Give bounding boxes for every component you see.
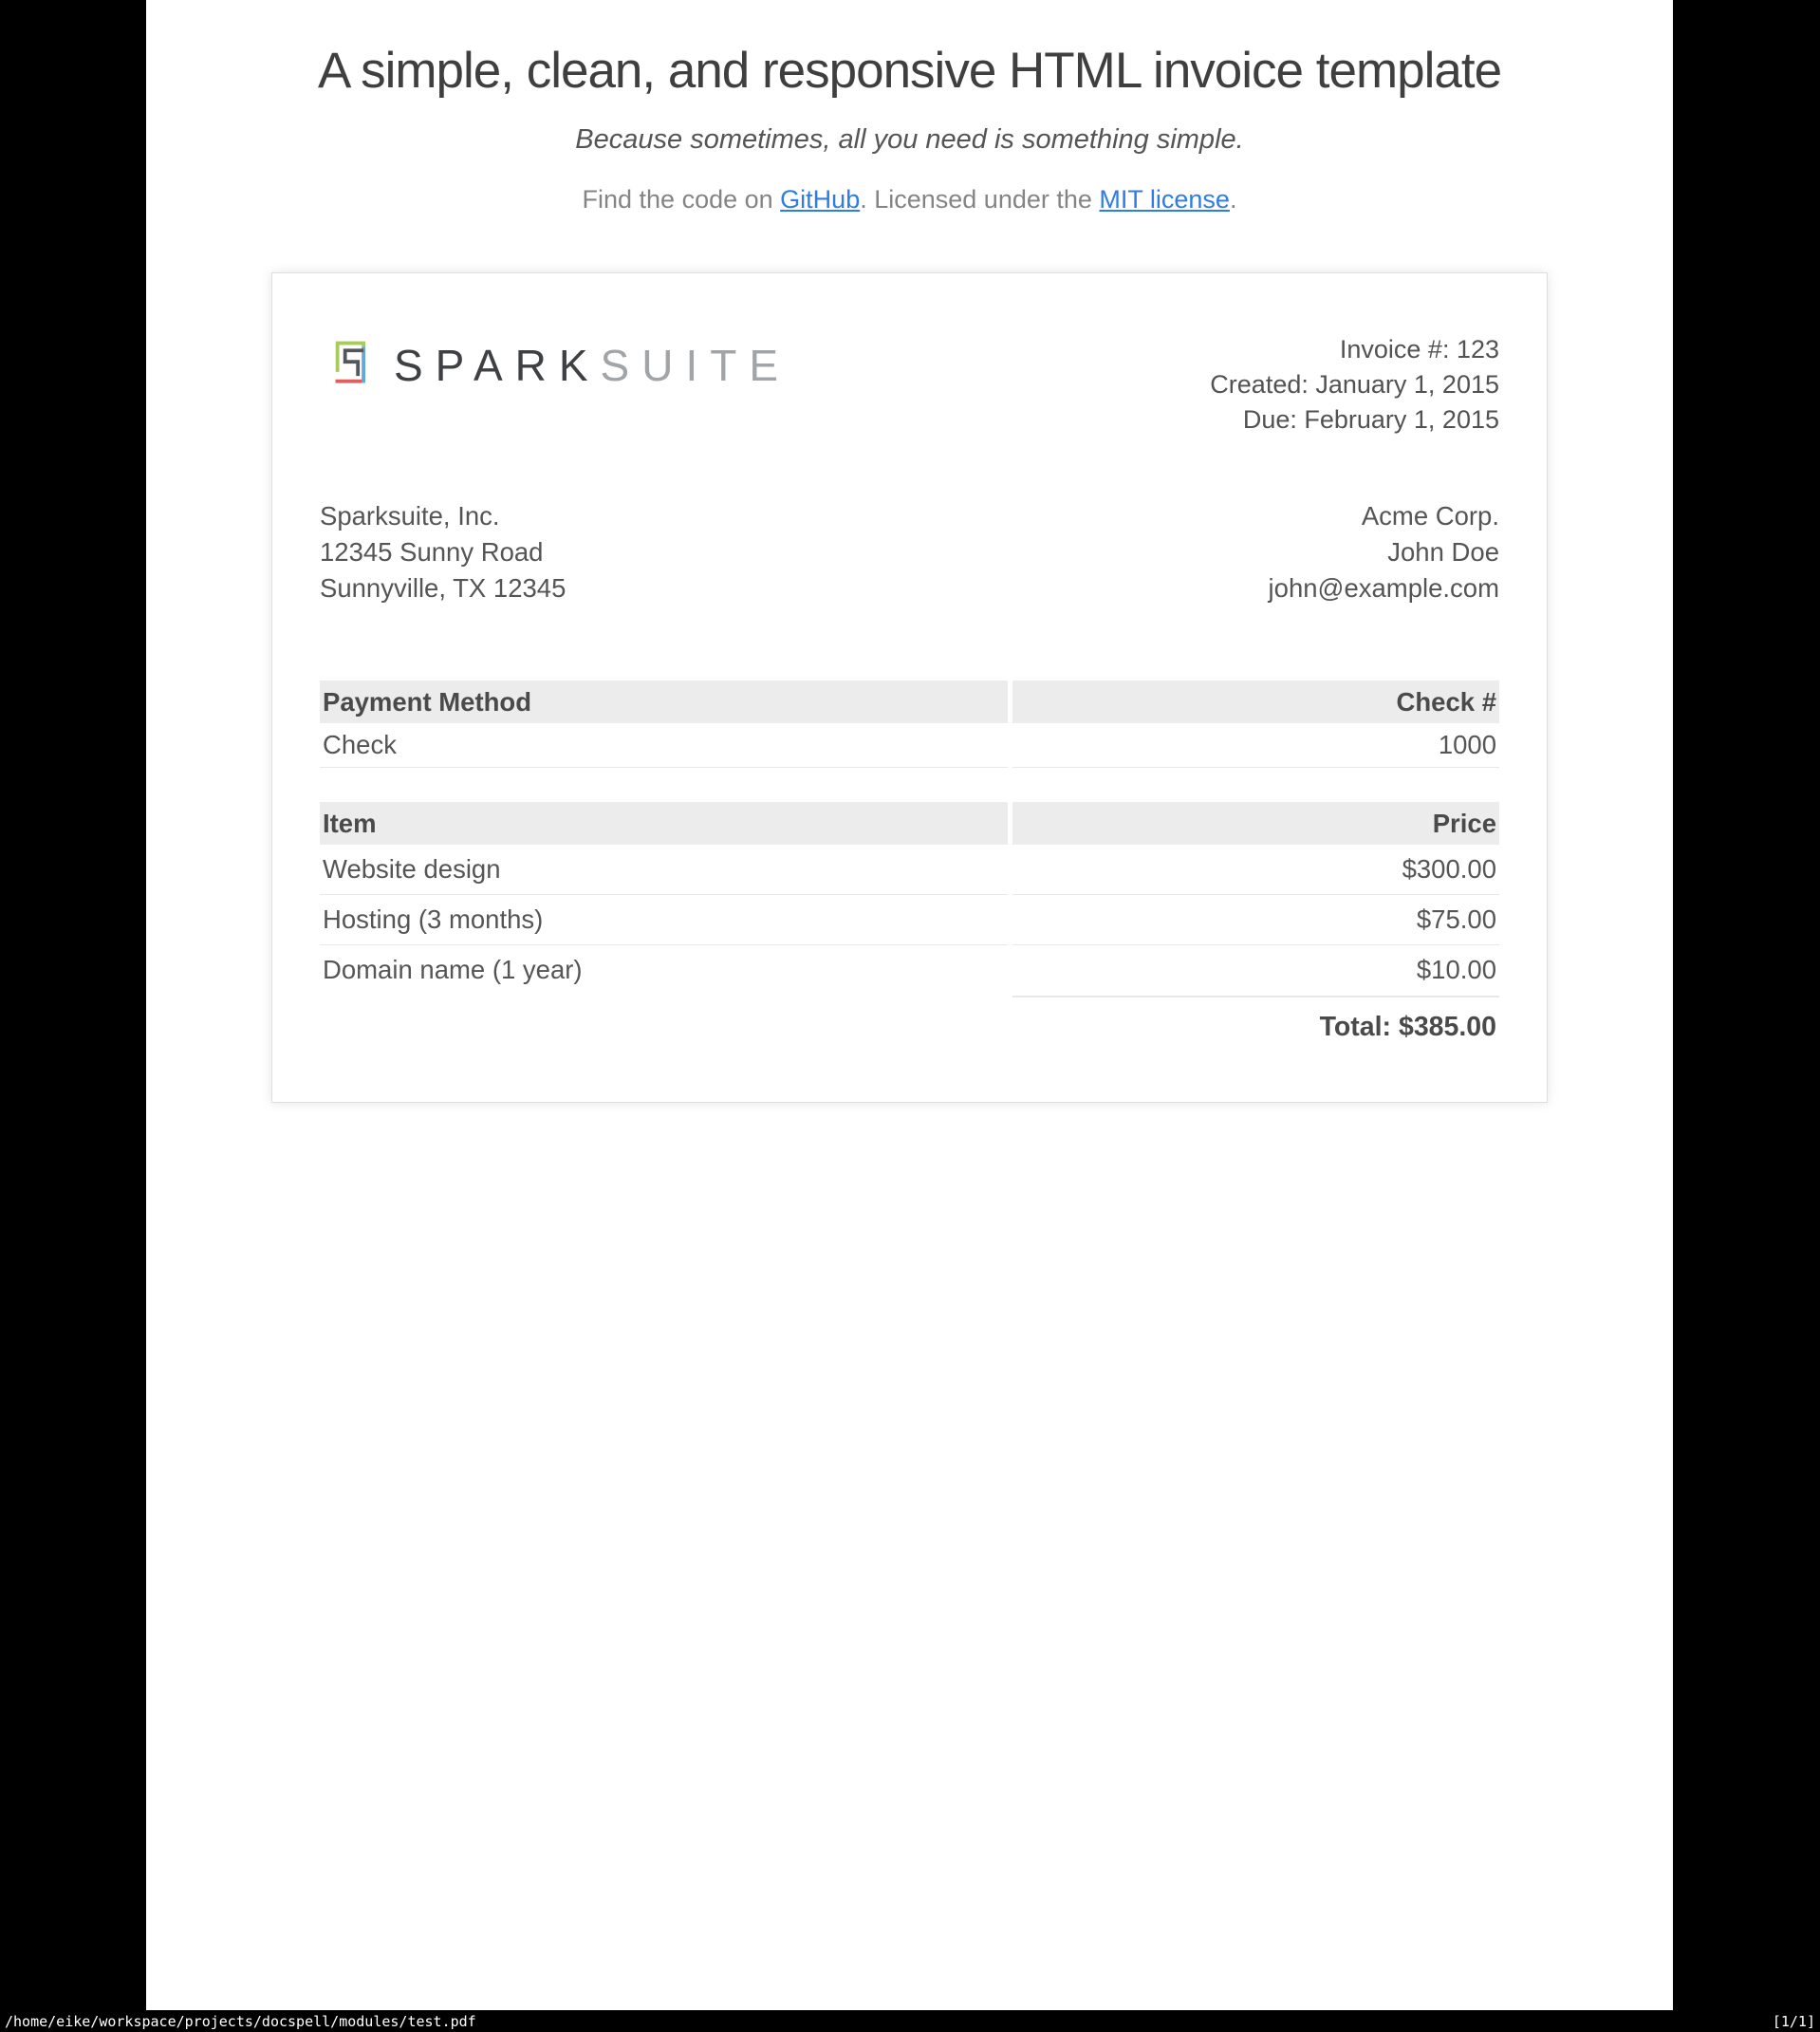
wordmark-spark: SPARK xyxy=(394,341,601,390)
mit-license-link[interactable]: MIT license xyxy=(1099,185,1230,214)
table-row xyxy=(320,895,1499,945)
statusbar-page-indicator: [1/1] xyxy=(1772,2012,1815,2030)
item-name: Hosting (3 months) xyxy=(320,895,1008,945)
item-price: $300.00 xyxy=(1012,845,1499,895)
buyer-name: John Doe xyxy=(1387,537,1499,567)
invoice-meta xyxy=(1210,332,1499,438)
invoice-number: Invoice #: 123 xyxy=(1339,335,1499,364)
item-name: Domain name (1 year) xyxy=(323,955,583,984)
viewer-statusbar xyxy=(0,2010,1820,2032)
page-subtitle: Because sometimes, all you need is something simple. xyxy=(575,124,1244,155)
check-number-value: 1000 xyxy=(1012,723,1499,768)
total-row xyxy=(320,996,1499,1054)
invoice-box xyxy=(271,272,1548,1103)
buyer-address xyxy=(1269,498,1499,606)
buyer-email: john@example.com xyxy=(1268,573,1499,603)
payment-table-header xyxy=(320,680,1499,723)
page-title: A simple, clean, and responsive HTML invoice template xyxy=(317,43,1502,99)
sparksuite-logo-icon xyxy=(333,338,369,395)
items-table xyxy=(320,802,1499,1054)
sentence-period: . xyxy=(1229,185,1237,214)
payment-method-value: Check xyxy=(320,723,1008,768)
pdf-page xyxy=(146,0,1673,2010)
seller-address xyxy=(320,498,566,606)
price-header: Price xyxy=(1012,802,1499,845)
seller-name: Sparksuite, Inc. xyxy=(320,501,500,531)
doc-links-line xyxy=(146,185,1673,214)
invoice-header-row xyxy=(320,321,1499,438)
table-row xyxy=(320,945,1499,996)
seller-city: Sunnyville, TX 12345 xyxy=(320,573,566,603)
item-price: $75.00 xyxy=(1012,895,1499,945)
payment-method-header: Payment Method xyxy=(320,680,1008,723)
item-price: $10.00 xyxy=(1416,955,1496,984)
statusbar-file-path: /home/eike/workspace/projects/docspell/modules/test.pdf xyxy=(5,2012,476,2030)
invoice-due-date: Due: February 1, 2015 xyxy=(1242,405,1499,434)
item-name: Website design xyxy=(320,845,1008,895)
invoice-addresses-row xyxy=(320,498,1499,606)
items-table-header xyxy=(320,802,1499,845)
table-row xyxy=(320,845,1499,895)
find-code-text: Find the code on xyxy=(582,185,781,214)
github-link[interactable]: GitHub xyxy=(780,185,861,214)
payment-table xyxy=(320,680,1499,768)
sparksuite-wordmark xyxy=(394,340,790,391)
licensed-text: . Licensed under the xyxy=(860,185,1100,214)
invoice-total: Total: $385.00 xyxy=(1012,996,1499,1054)
check-number-header: Check # xyxy=(1012,680,1499,723)
sparksuite-logo xyxy=(333,338,790,438)
invoice-created-date: Created: January 1, 2015 xyxy=(1210,370,1499,399)
item-header: Item xyxy=(320,802,1008,845)
wordmark-suite: SUITE xyxy=(600,341,791,390)
buyer-company: Acme Corp. xyxy=(1361,501,1499,531)
seller-street: 12345 Sunny Road xyxy=(320,537,544,567)
table-row xyxy=(320,723,1499,768)
